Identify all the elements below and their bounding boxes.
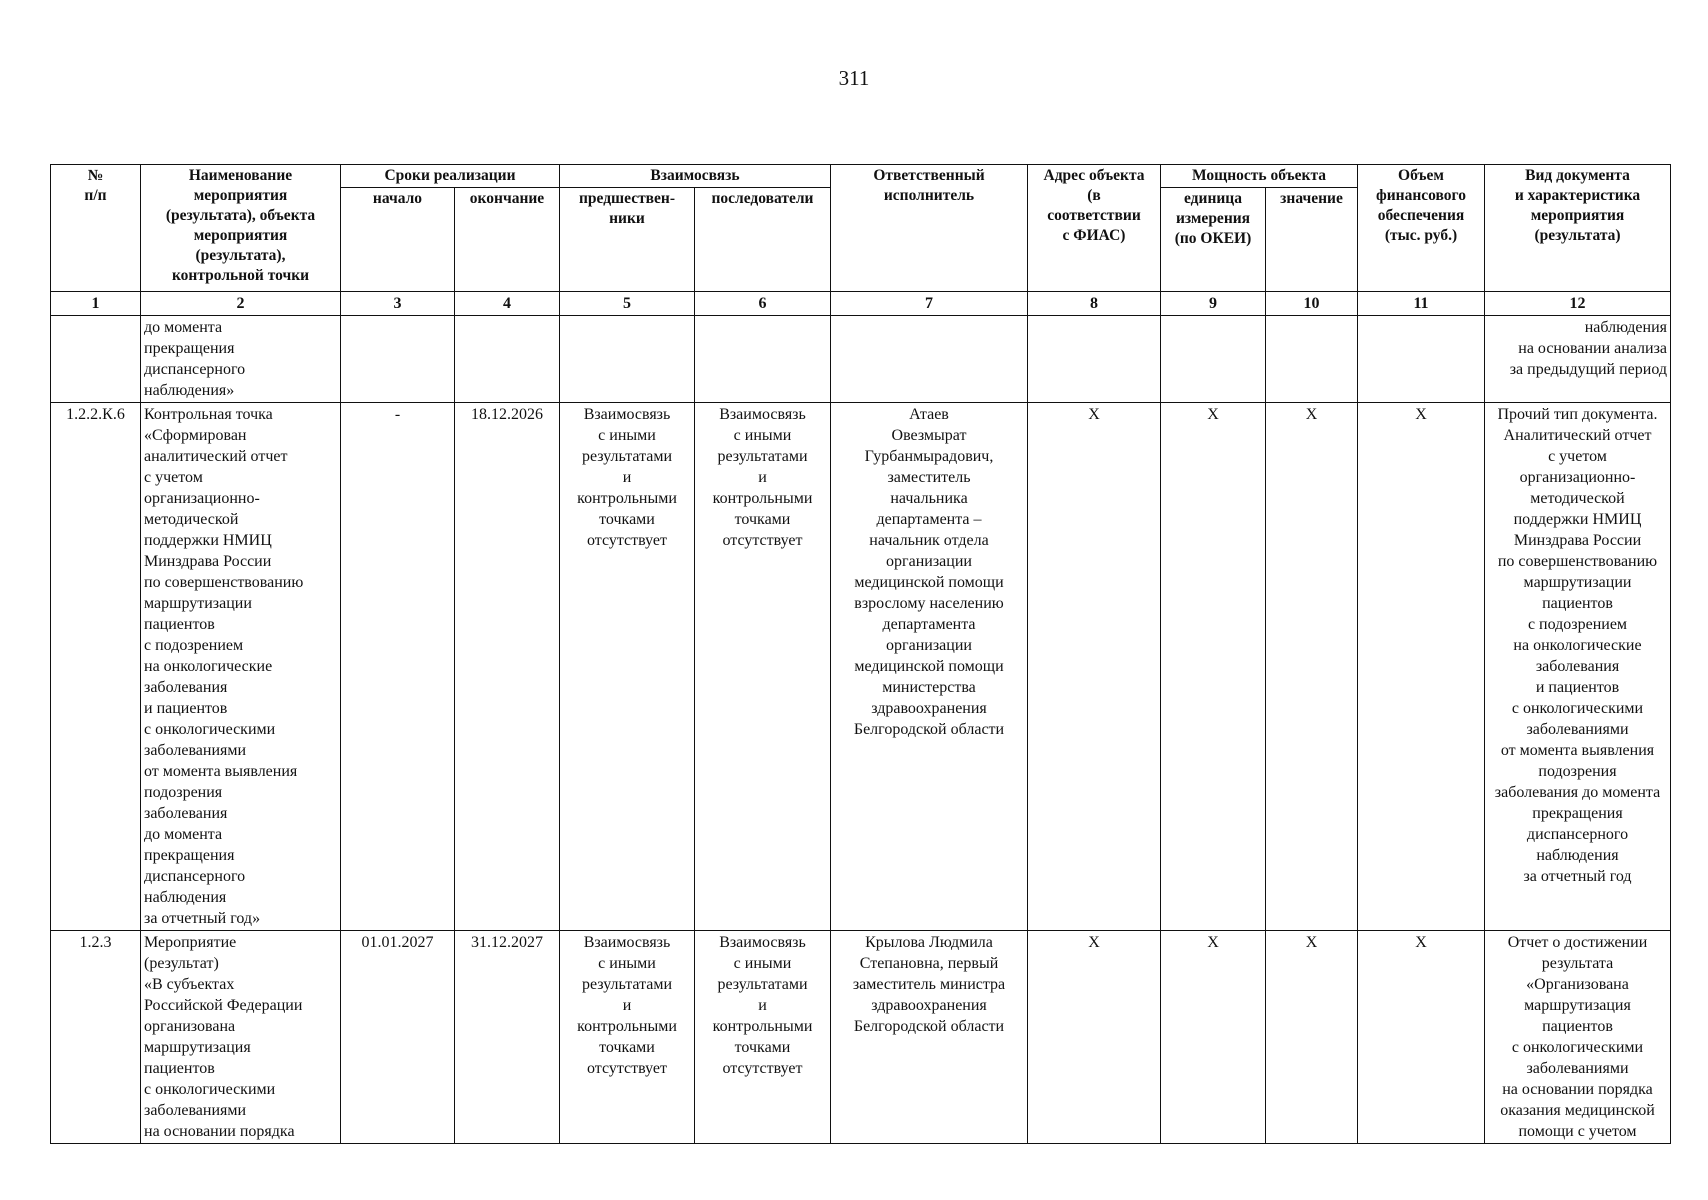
header-power: Мощность объекта [1161, 165, 1358, 188]
plan-table [50, 164, 1671, 1144]
cell-value [1266, 316, 1358, 403]
cell-unit [1161, 316, 1266, 403]
cell-unit: X [1161, 403, 1266, 931]
cell-document: наблюдения на основании анализа за предыдущий период [1485, 316, 1671, 403]
col-number: 1 [51, 292, 141, 316]
cell-num: 1.2.3 [51, 931, 141, 1144]
col-number: 10 [1266, 292, 1358, 316]
cell-predecessors: Взаимосвязь с иными результатами и контрольными точками отсутствует [560, 403, 695, 931]
header-predecessors: предшествен- ники [560, 188, 695, 292]
cell-name: до момента прекращения диспансерного наблюдения» [141, 316, 341, 403]
cell-start: 01.01.2027 [341, 931, 455, 1144]
table-row [51, 316, 1671, 403]
cell-end [455, 316, 560, 403]
cell-responsible: Атаев Овезмырат Гурбанмырадович, заместитель начальника департамента – начальник отдела организации медицинской помощи взрослому населению департамента организации медицинской помощи министерства здравоохранения Белгородской области [831, 403, 1028, 931]
cell-address: X [1028, 931, 1161, 1144]
cell-end: 31.12.2027 [455, 931, 560, 1144]
header-terms: Сроки реализации [341, 165, 560, 188]
cell-name: Контрольная точка «Сформирован аналитический отчет с учетом организационно- методической поддержки НМИЦ Минздрава России по совершенствованию маршрутизации пациентов с подозрением на онкологические заболевания и пациентов с онкологическими заболеваниями от момента выявления подозрения заболевания до момента прекращения диспансерного наблюдения за отчетный год» [141, 403, 341, 931]
cell-value: X [1266, 403, 1358, 931]
cell-address: X [1028, 403, 1161, 931]
header-row-1 [51, 165, 1671, 188]
page-number: 311 [838, 66, 870, 90]
header-start: начало [341, 188, 455, 292]
cell-num [51, 316, 141, 403]
col-number: 5 [560, 292, 695, 316]
cell-document: Отчет о достижении результата «Организована маршрутизация пациентов с онкологическими заболеваниями на основании порядка оказания медицинской помощи с учетом [1485, 931, 1671, 1144]
cell-address [1028, 316, 1161, 403]
cell-successors: Взаимосвязь с иными результатами и контрольными точками отсутствует [695, 403, 831, 931]
table-row [51, 403, 1671, 931]
cell-num: 1.2.2.К.6 [51, 403, 141, 931]
cell-end: 18.12.2026 [455, 403, 560, 931]
column-numbers-row [51, 292, 1671, 316]
cell-finance: X [1358, 931, 1485, 1144]
cell-document: Прочий тип документа. Аналитический отчет с учетом организационно- методической поддержки НМИЦ Минздрава России по совершенствованию маршрутизации пациентов с подозрением на онкологические заболевания и пациентов с онкологическими заболеваниями от момента выявления подозрения заболевания до момента прекращения диспансерного наблюдения за отчетный год [1485, 403, 1671, 931]
header-responsible: Ответственный исполнитель [831, 165, 1028, 292]
col-number: 12 [1485, 292, 1671, 316]
col-number: 7 [831, 292, 1028, 316]
col-number: 8 [1028, 292, 1161, 316]
col-number: 11 [1358, 292, 1485, 316]
col-number: 9 [1161, 292, 1266, 316]
cell-finance [1358, 316, 1485, 403]
cell-predecessors [560, 316, 695, 403]
col-number: 6 [695, 292, 831, 316]
cell-name: Мероприятие (результат) «В субъектах Российской Федерации организована маршрутизация пациентов с онкологическими заболеваниями на основании порядка [141, 931, 341, 1144]
col-number: 3 [341, 292, 455, 316]
header-num: № п/п [51, 165, 141, 292]
cell-responsible [831, 316, 1028, 403]
cell-start: - [341, 403, 455, 931]
cell-start [341, 316, 455, 403]
col-number: 4 [455, 292, 560, 316]
header-link: Взаимосвязь [560, 165, 831, 188]
header-end: окончание [455, 188, 560, 292]
cell-value: X [1266, 931, 1358, 1144]
header-successors: последователи [695, 188, 831, 292]
header-address: Адрес объекта (в соответствии с ФИАС) [1028, 165, 1161, 292]
cell-responsible: Крылова Людмила Степановна, первый заместитель министра здравоохранения Белгородской области [831, 931, 1028, 1144]
header-document: Вид документа и характеристика мероприятия (результата) [1485, 165, 1671, 292]
header-unit: единица измерения (по ОКЕИ) [1161, 188, 1266, 292]
header-finance: Объем финансового обеспечения (тыс. руб.) [1358, 165, 1485, 292]
header-name: Наименование мероприятия (результата), объекта мероприятия (результата), контрольной точки [141, 165, 341, 292]
header-value: значение [1266, 188, 1358, 292]
table-row [51, 931, 1671, 1144]
cell-successors [695, 316, 831, 403]
cell-successors: Взаимосвязь с иными результатами и контрольными точками отсутствует [695, 931, 831, 1144]
cell-finance: X [1358, 403, 1485, 931]
cell-unit: X [1161, 931, 1266, 1144]
cell-predecessors: Взаимосвязь с иными результатами и контрольными точками отсутствует [560, 931, 695, 1144]
col-number: 2 [141, 292, 341, 316]
